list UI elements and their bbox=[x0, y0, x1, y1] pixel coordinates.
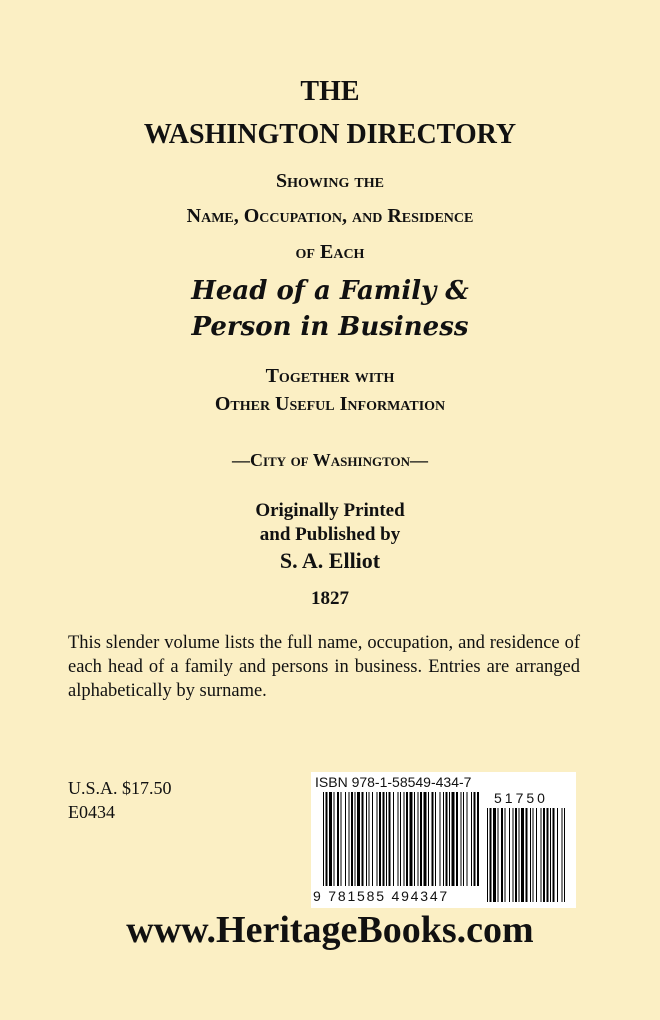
together-with: Together with bbox=[265, 365, 395, 387]
showing-the: Showing the bbox=[276, 170, 384, 192]
barcode-digits: 9 781585 494347 bbox=[313, 888, 449, 904]
and-published-by: and Published by bbox=[259, 524, 401, 545]
other-useful-information: Other Useful Information bbox=[214, 393, 446, 415]
name-occupation-residence: Name, Occupation, and Residence bbox=[186, 205, 474, 227]
barcode bbox=[311, 772, 576, 908]
description-blurb: This slender volume lists the full name, occupation, and residence of each head of a family and persons in business. Entries are arranged alphabetically by surname. bbox=[68, 633, 580, 701]
product-code: E0434 bbox=[68, 802, 115, 822]
blackletter-line-2: Person in Business bbox=[191, 312, 469, 342]
isbn-label: ISBN 978-1-58549-434-7 bbox=[315, 774, 472, 790]
publication-year: 1827 bbox=[311, 588, 349, 609]
website-url[interactable]: www.HeritageBooks.com bbox=[126, 909, 534, 951]
city-of-washington: —City of Washington— bbox=[231, 450, 429, 470]
of-each: of Each bbox=[295, 241, 365, 263]
cover-the: THE bbox=[300, 76, 360, 107]
publisher-name: S. A. Elliot bbox=[279, 548, 381, 573]
cover-title: WASHINGTON DIRECTORY bbox=[143, 119, 517, 150]
addon-digits: 51750 bbox=[494, 790, 548, 806]
price: U.S.A. $17.50 bbox=[68, 778, 172, 798]
blackletter-line-1: Head of a Family & bbox=[191, 276, 469, 306]
originally-printed: Originally Printed bbox=[255, 500, 405, 521]
